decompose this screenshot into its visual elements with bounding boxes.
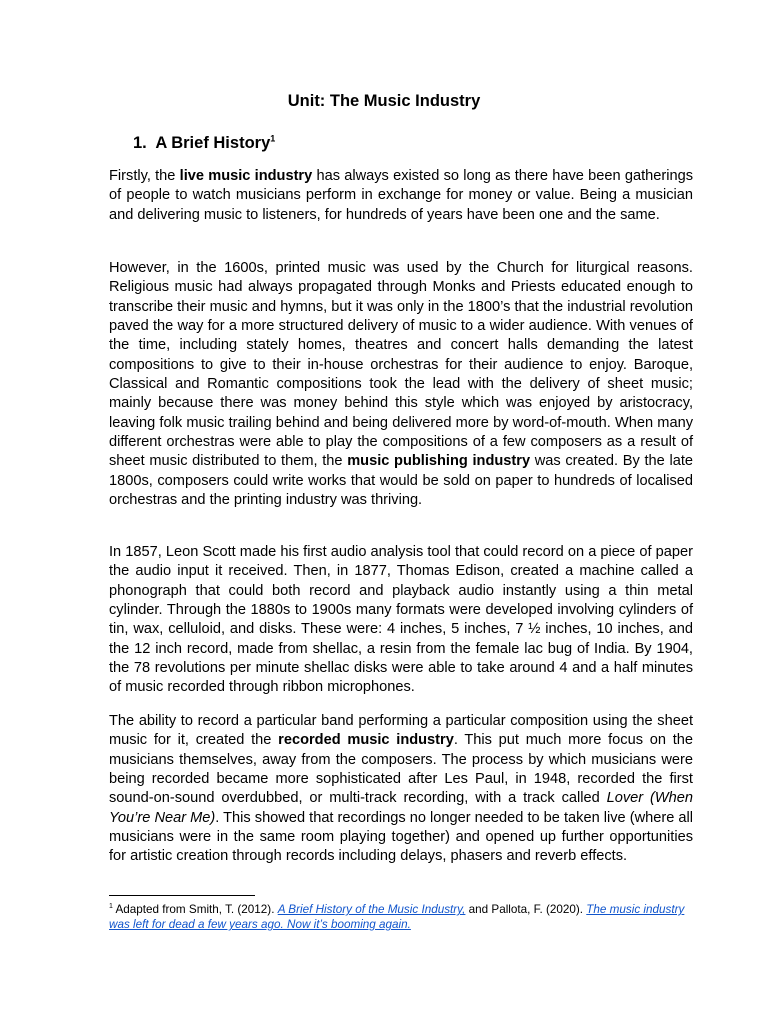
text-run: In 1857, Leon Scott made his first audio analysis tool that could record on a piece of paper the audio input it received. Then, in 1877, Thomas Edison, created a machine called a phonograph that could both record and playback audio instantly using a thin metal cylinder. Through the 1880s to 1900s many formats were developed involving cylinders of tin, wax, celluloid, and disks. These were: 4 inches, 5 inches, 7 ½ inches, 10 inches, and the 12 inch record, made from shellac, a resin from the female lac bug of India. By 1904, the 78 revolutions per minute shellac disks were able to take around 4 and a half minutes of music recorded through ribbon microphones. — [109, 544, 693, 696]
text-run: The ability to record a particular band performing a particular composition using the sheet music for it, created the — [109, 713, 693, 749]
footnote-link-pallota[interactable]: The music industry was left for dead a few years ago. Now it’s booming again. — [109, 903, 685, 931]
paragraph-audio-recording-history — [109, 543, 693, 698]
footnote-number: 1 — [109, 903, 113, 911]
section-heading — [133, 133, 275, 153]
paragraph-music-publishing — [109, 259, 693, 510]
bold-term: music publishing industry — [347, 453, 531, 470]
section-number: 1. — [133, 134, 147, 152]
footnote-prefix: Adapted from Smith, T. (2012). — [112, 903, 278, 916]
bold-term: recorded music industry — [278, 732, 454, 749]
footnote-middle: and Pallota, F. (2020). — [465, 903, 587, 916]
italic-title: Lover (When You’re Near Me) — [109, 790, 694, 826]
footnote-reference[interactable]: 1 — [270, 133, 276, 144]
text-run: . This put much more focus on the musicians themselves, away from the composers. The process by which musicians were being recorded became more sophisticated after Les Paul, in 1948, recorded the first sound-on-sound overdubbed, or multi-track recording, with a track called — [109, 732, 693, 807]
text-run: . This showed that recordings no longer needed to be taken live (where all musicians were in the same room playing together) and opened up further opportunities for artistic creation through records including delays, phasers and reverb effects. — [109, 809, 693, 865]
text-run: However, in the 1600s, printed music was used by the Church for liturgical reasons. Religious music had always propagated through Monks and Priests educated enough to transcribe their music and hymns, but it was only in the 1800’s that the industrial revolution paved the way for a more structured delivery of music to a wider audience. With venues of the time, including stately homes, theatres and concert halls demanding the latest compositions to give to their in-house orchestras for their audience to enjoy. Baroque, Classical and Romantic compositions took the lead with the delivery of sheet music; mainly because there was money behind this style which was enjoyed by aristocracy, leaving folk music trailing behind and being delivered more by word-of-mouth. When many different orchestras were able to play the compositions of a few composers as a result of sheet music distributed to them, the — [109, 260, 693, 470]
text-run: has always existed so long as there have been gatherings of people to watch musicians perform in exchange for money or value. Being a musician and delivering music to listeners, for hundreds of years have been one and the same. — [109, 168, 693, 223]
footnote — [109, 902, 693, 932]
section-heading-text: A Brief History — [155, 134, 271, 152]
document-title: Unit: The Music Industry — [287, 92, 481, 110]
text-run: was created. By the late 1800s, composers could write works that would be sold on paper to hundreds of localised orchestras and the printing industry was thriving. — [109, 453, 693, 509]
paragraph-recorded-music — [109, 712, 693, 867]
bold-term: live music industry — [179, 168, 313, 184]
text-run: Firstly, the — [109, 168, 180, 184]
footnote-link-smith[interactable]: A Brief History of the Music Industry, — [277, 903, 466, 916]
footnote-divider — [109, 895, 255, 896]
paragraph-live-music — [109, 167, 693, 225]
